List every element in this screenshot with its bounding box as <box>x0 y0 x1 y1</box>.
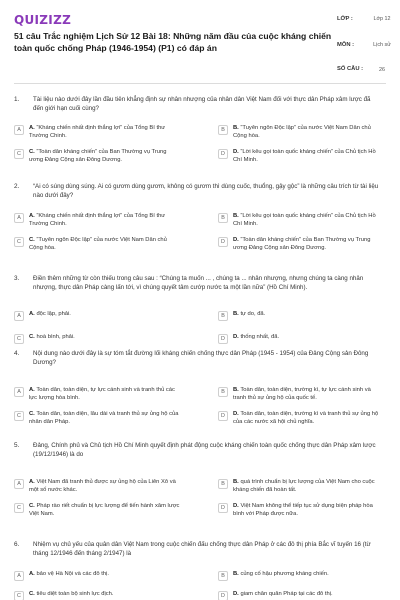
option-text: Việt Nam không thể tiếp tục sử dụng biện pháp hòa bình với Pháp được nữa. <box>233 503 373 518</box>
option-letter-box: B <box>218 479 228 489</box>
option-text: Việt Nam đã tranh thủ được sự ủng hộ của Liên Xô và một số nước khác. <box>29 479 176 494</box>
option-label <box>233 148 385 164</box>
option-letter-box: B <box>218 311 228 321</box>
option-key: B. <box>233 125 239 131</box>
option-key: A. <box>29 479 35 485</box>
option-letter-box: A <box>14 571 24 581</box>
grade-value: Lớp 12 <box>373 16 391 22</box>
option-key: C. <box>29 503 35 509</box>
option-key: C. <box>29 591 35 597</box>
option-letter-box: C <box>14 334 24 344</box>
option-letter-box: D <box>218 334 228 344</box>
question-number: 1. <box>14 96 20 103</box>
subject-label: MÔN : <box>337 42 355 48</box>
option-key: B. <box>233 213 239 219</box>
subject-value: Lịch sử <box>373 42 391 48</box>
option-text: Toàn dân, toàn diện, tự lực cánh sinh và tranh thủ các lực lượng hòa bình. <box>29 387 175 402</box>
question-text: Tài liệu nào dưới đây lần đầu tiên khẳng định sự nhân nhượng của nhân dân Việt Nam đối với thực dân Pháp xâm lược đã đến giới hạn cuối cùng? <box>33 96 371 112</box>
option-letter-box: D <box>218 237 228 247</box>
option-key: A. <box>29 213 35 219</box>
option-label <box>29 124 181 140</box>
option-letter-box: B <box>218 387 228 397</box>
option-letter-box: A <box>14 125 24 135</box>
option-text: Toàn dân, toàn diện, lâu dài và tranh thủ sự ủng hộ của nhân dân Pháp. <box>29 411 179 426</box>
option-key: C. <box>29 237 35 243</box>
option-text: Pháp rào riết chuẩn bị lực lượng để tiến hành xâm lược Việt Nam. <box>29 503 180 518</box>
option-text: “Tuyên ngôn Độc lập” của nước Việt Nam Dân chủ Cộng hòa. <box>233 125 371 140</box>
option-label <box>233 212 385 228</box>
option-label <box>233 502 385 518</box>
option-text: củng cố hậu phương kháng chiến. <box>240 571 329 577</box>
option-label <box>29 410 181 426</box>
option-key: A. <box>29 311 35 317</box>
option-letter-box: B <box>218 571 228 581</box>
option-letter-box: D <box>218 503 228 513</box>
option-text: “Lời kêu gọi toàn quốc kháng chiến” của Chủ tịch Hồ Chí Minh. <box>233 213 376 228</box>
question-text: Đảng, Chính phủ và Chủ tịch Hồ Chí Minh quyết định phát động cuộc kháng chiến toàn quốc chống thực dân Pháp xâm lược (19/12/1946) là do <box>33 442 376 458</box>
option-label <box>233 236 385 252</box>
option-text: “Tuyên ngôn Độc lập” của nước Việt Nam Dân chủ Cộng hòa. <box>29 237 167 252</box>
option-key: B. <box>233 387 239 393</box>
option-letter-box: D <box>218 591 228 600</box>
option-letter-box: A <box>14 387 24 397</box>
option-key: D. <box>233 411 239 417</box>
quizizz-logo: QUIZIZZ <box>14 13 72 27</box>
option-label <box>29 590 181 598</box>
option-key: D. <box>233 503 239 509</box>
header-divider <box>14 83 386 84</box>
option-key: B. <box>233 571 239 577</box>
option-text: “Toàn dân kháng chiến” của Ban Thường vụ Trung ương Đảng Cộng sản Đông Dương. <box>29 149 167 164</box>
option-letter-box: C <box>14 237 24 247</box>
option-text: quá trình chuẩn bị lực lượng của Việt Nam cho cuộc kháng chiến đã hoàn tất. <box>233 479 375 494</box>
option-label <box>29 502 181 518</box>
option-label <box>29 570 181 578</box>
question-text: Điền thêm những từ còn thiếu trong câu sau : “Chúng ta muốn ... , chúng ta ... nhân nhượng, nhưng chúng ta càng nhân nhượng, thực dân Pháp càng lấn tới, vì chúng quyết tâm cướp nước ta một lần nữa” (Hồ Chí Minh). <box>33 275 364 291</box>
option-label <box>29 148 181 164</box>
option-text: Toàn dân, toàn diện, trường kì và tranh thủ sự ủng hộ của các nước xã hội chủ nghĩa. <box>233 411 379 426</box>
option-letter-box: A <box>14 213 24 223</box>
option-label <box>29 333 181 341</box>
option-letter-box: C <box>14 411 24 421</box>
option-text: tự do, đã. <box>240 311 266 317</box>
option-key: B. <box>233 479 239 485</box>
option-label <box>233 570 385 578</box>
option-label <box>233 310 385 318</box>
option-label <box>233 333 385 341</box>
question-count-label: SỐ CÂU : <box>337 66 364 72</box>
option-letter-box: C <box>14 591 24 600</box>
option-text: bảo vệ Hà Nội và các đô thị. <box>36 571 109 577</box>
option-key: A. <box>29 571 35 577</box>
option-key: C. <box>29 149 35 155</box>
question-number: 4. <box>14 350 20 357</box>
question-count-value: 26 <box>379 67 385 73</box>
option-label <box>29 212 181 228</box>
option-text: thống nhất, đã. <box>240 334 280 340</box>
option-key: D. <box>233 591 239 597</box>
option-label <box>233 124 385 140</box>
option-key: A. <box>29 387 35 393</box>
option-letter-box: C <box>14 149 24 159</box>
option-label <box>233 590 385 598</box>
option-text: Toàn dân, toàn diện, trường kì, tự lực cánh sinh và tranh thủ sự ủng hộ của quốc tế. <box>233 387 371 402</box>
option-letter-box: A <box>14 311 24 321</box>
option-text: độc lập, phải. <box>36 311 71 317</box>
question-text: “Ai có súng dùng súng. Ai có gươm dùng gươm, không có gươm thì dùng cuốc, thuổng, gậy gộc” là những câu trích từ tài liệu nào dưới đây? <box>33 183 379 199</box>
option-key: D. <box>233 149 239 155</box>
option-key: C. <box>29 411 35 417</box>
question-number: 3. <box>14 275 20 282</box>
option-letter-box: D <box>218 411 228 421</box>
option-letter-box: B <box>218 213 228 223</box>
question-text: Nhiệm vụ chủ yếu của quân dân Việt Nam trong cuộc chiến đấu chống thực dân Pháp ở các đô thị phía Bắc vĩ tuyến 16 (từ tháng 12/1946 đến tháng 2/1947) là <box>33 541 371 557</box>
option-key: C. <box>29 334 35 340</box>
option-key: D. <box>233 334 239 340</box>
option-text: giam chân quân Pháp tại các đô thị. <box>240 591 333 597</box>
option-key: A. <box>29 125 35 131</box>
option-label <box>233 386 385 402</box>
option-label <box>233 410 385 426</box>
option-label <box>233 478 385 494</box>
option-text: tiêu diệt toàn bộ sinh lực địch. <box>36 591 114 597</box>
question-text: Nội dung nào dưới đây là sự tóm tắt đường lối kháng chiến chống thực dân Pháp (1945 - 1954) của Đảng Cộng sản Đông Dương? <box>33 350 369 366</box>
option-text: hoà bình, phải. <box>36 334 75 340</box>
option-text: “Toàn dân kháng chiến” của Ban Thường vụ Trung ương Đảng Cộng sản Đông Dương. <box>233 237 371 252</box>
option-label <box>29 236 181 252</box>
option-letter-box: A <box>14 479 24 489</box>
option-key: D. <box>233 237 239 243</box>
option-letter-box: D <box>218 149 228 159</box>
grade-label: LỚP : <box>337 16 353 22</box>
option-letter-box: B <box>218 125 228 135</box>
option-text: “Lời kêu gọi toàn quốc kháng chiến” của Chủ tịch Hồ Chí Minh. <box>233 149 376 164</box>
option-text: “Kháng chiến nhất định thắng lợi” của Tổng Bí thư Trường Chinh. <box>29 125 166 140</box>
option-label <box>29 386 181 402</box>
question-number: 6. <box>14 541 20 548</box>
option-label <box>29 478 181 494</box>
option-label <box>29 310 181 318</box>
option-key: B. <box>233 311 239 317</box>
option-letter-box: C <box>14 503 24 513</box>
question-number: 2. <box>14 183 20 190</box>
option-text: “Kháng chiến nhất định thắng lợi” của Tổng Bí thư Trường Chinh. <box>29 213 166 228</box>
question-number: 5. <box>14 442 20 449</box>
worksheet-title: 51 câu Trắc nghiệm Lịch Sử 12 Bài 18: Những năm đầu của cuộc kháng chiến toàn quốc chống Pháp (1946-1954) (P1) có đáp án <box>14 31 332 53</box>
